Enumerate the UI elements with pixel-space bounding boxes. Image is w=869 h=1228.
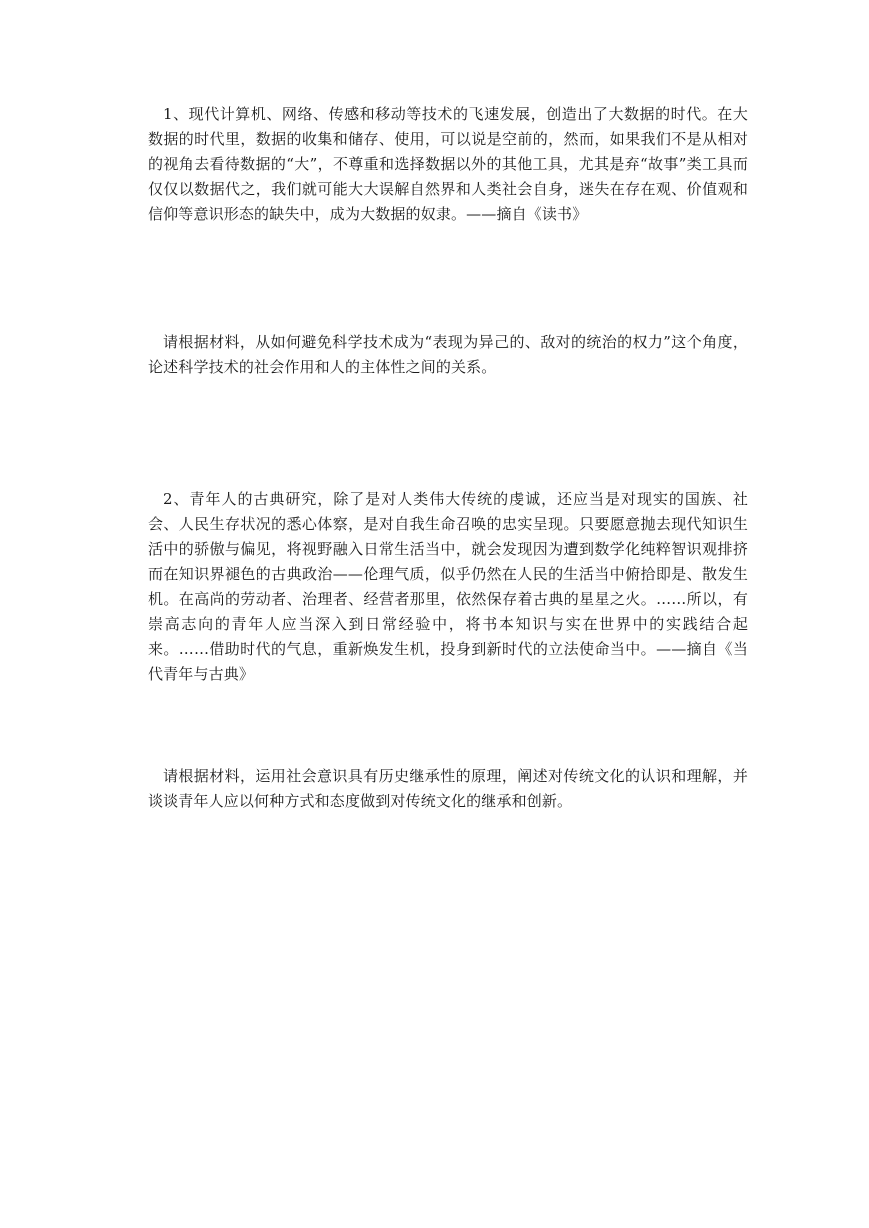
question-paragraph-2: 请根据材料，运用社会意识具有历史继承性的原理，阐述对传统文化的认识和理解，并谈谈青年人应以何种方式和态度做到对传统文化的继承和创新。 <box>148 767 748 810</box>
question-paragraph-1: 请根据材料，从如何避免科学技术成为“表现为异己的、敌对的统治的权力”这个角度，论述科学技术的社会作用和人的主体性之间的关系。 <box>148 333 748 376</box>
material-paragraph-1: 1、现代计算机、网络、传感和移动等技术的飞速发展，创造出了大数据的时代。在大数据的时代里，数据的收集和储存、使用，可以说是空前的，然而，如果我们不是从相对的视角去看待数据的“大”，不尊重和选择数据以外的其他工具，尤其是弃“故事”类工具而仅仅以数据代之，我们就可能大大误解自然界和人类社会自身，迷失在存在观、价值观和信仰等意识形态的缺失中，成为大数据的奴隶。——摘自《读书》 <box>148 105 748 223</box>
material-paragraph-2: 2、青年人的古典研究，除了是对人类伟大传统的虔诚，还应当是对现实的国族、社会、人民生存状况的悉心体察，是对自我生命召唤的忠实呈现。只要愿意抛去现代知识生活中的骄傲与偏见，将视野融入日常生活当中，就会发现因为遭到数学化纯粹智识观排挤而在知识界褪色的古典政治——伦理气质，似乎仍然在人民的生活当中俯拾即是、散发生机。在高尚的劳动者、治理者、经营者那里，依然保存着古典的星星之火。……所以，有崇高志向的青年人应当深入到日常经验中，将书本知识与实在世界中的实践结合起来。……借助时代的气息，重新焕发生机，投身到新时代的立法使命当中。——摘自《当代青年与古典》 <box>148 490 748 683</box>
